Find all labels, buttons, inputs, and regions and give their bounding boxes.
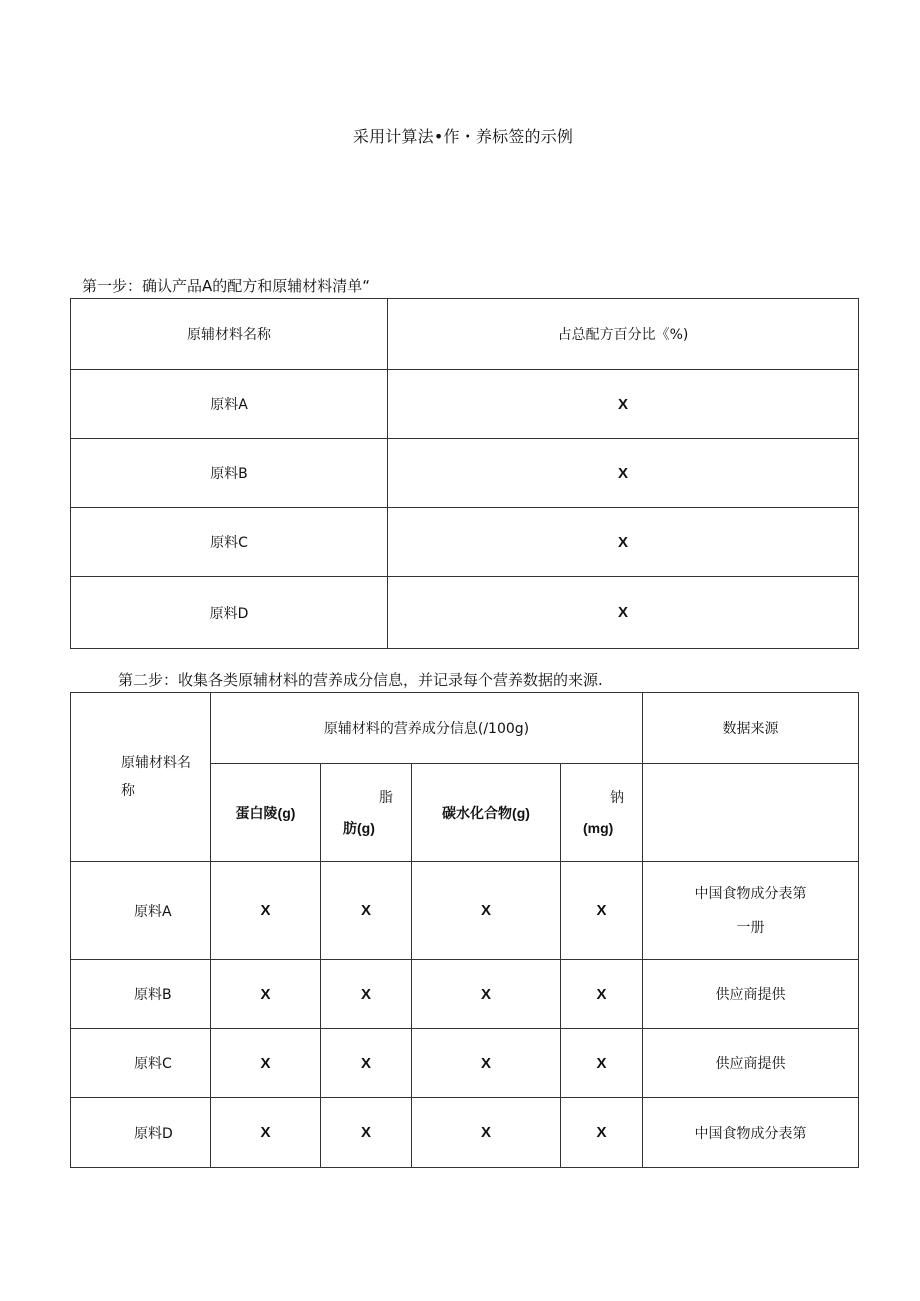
data-source-line1: 中国食物成分表第: [694, 885, 807, 902]
fat-value: X: [321, 960, 412, 1029]
header-empty-cell: [643, 764, 859, 862]
fat-value: X: [321, 862, 412, 960]
header-carbohydrate: 碳水化合物(g): [412, 764, 561, 862]
document-title: 采用计算法•作・养标签的示例: [352, 127, 574, 146]
percentage-value: X: [388, 577, 859, 649]
data-source: [643, 862, 859, 960]
header-material-name: 原辅材料名称: [71, 299, 388, 370]
protein-value: X: [211, 1029, 321, 1098]
header-sodium-line1: 钠: [610, 789, 624, 806]
table-header-row: [71, 693, 859, 764]
sodium-value: X: [561, 960, 643, 1029]
header-fat-line2: 肪(g): [343, 819, 375, 836]
header-nutrition-info: 原辅材料的营养成分信息(/100g): [211, 693, 643, 764]
material-name: 原料C: [71, 508, 388, 577]
table-row: [71, 370, 859, 439]
protein-value: X: [211, 1098, 321, 1168]
header-material-name: [71, 693, 211, 862]
material-name: 原料D: [71, 1098, 211, 1168]
protein-value: X: [211, 960, 321, 1029]
sodium-value: X: [561, 1029, 643, 1098]
table-row: [71, 439, 859, 508]
table-header-row: [71, 299, 859, 370]
material-name: 原料D: [71, 577, 388, 649]
material-name: 原料B: [71, 960, 211, 1029]
carb-value: X: [412, 960, 561, 1029]
header-sodium: [561, 764, 643, 862]
header-data-source: 数据来源: [643, 693, 859, 764]
fat-value: X: [321, 1098, 412, 1168]
table-row: [71, 508, 859, 577]
table-row: [71, 1029, 859, 1098]
header-sodium-line2: (mg): [583, 819, 614, 836]
sodium-value: X: [561, 1098, 643, 1168]
protein-value: X: [211, 862, 321, 960]
percentage-value: X: [388, 370, 859, 439]
material-name: 原料B: [71, 439, 388, 508]
material-name: 原料A: [71, 862, 211, 960]
data-source: 中国食物成分表第: [643, 1098, 859, 1168]
table-row: [71, 577, 859, 649]
header-material-name-line1: 原辅材料名: [121, 755, 191, 771]
header-protein: 蛋白陵(g): [211, 764, 321, 862]
header-material-name-line2: 称: [121, 783, 135, 799]
header-fat: [321, 764, 412, 862]
data-source: 供应商提供: [643, 960, 859, 1029]
carb-value: X: [412, 862, 561, 960]
table-row: [71, 1098, 859, 1168]
carb-value: X: [412, 1098, 561, 1168]
step2-caption: 第二步：收集各类原辅材料的营养成分信息，并记录每个营养数据的来源.: [118, 671, 603, 689]
table-row: [71, 862, 859, 960]
table-row: [71, 960, 859, 1029]
header-percentage: 占总配方百分比《%): [388, 299, 859, 370]
carb-value: X: [412, 1029, 561, 1098]
material-name: 原料C: [71, 1029, 211, 1098]
nutrition-table: [70, 692, 859, 1168]
percentage-value: X: [388, 439, 859, 508]
material-name: 原料A: [71, 370, 388, 439]
percentage-value: X: [388, 508, 859, 577]
step1-caption: 第一步：确认产品A的配方和原辅材料清单“: [82, 277, 371, 295]
sodium-value: X: [561, 862, 643, 960]
data-source-line2: 一册: [736, 919, 765, 936]
data-source: 供应商提供: [643, 1029, 859, 1098]
fat-value: X: [321, 1029, 412, 1098]
header-fat-line1: 脂: [379, 789, 393, 806]
formula-table: [70, 298, 859, 649]
